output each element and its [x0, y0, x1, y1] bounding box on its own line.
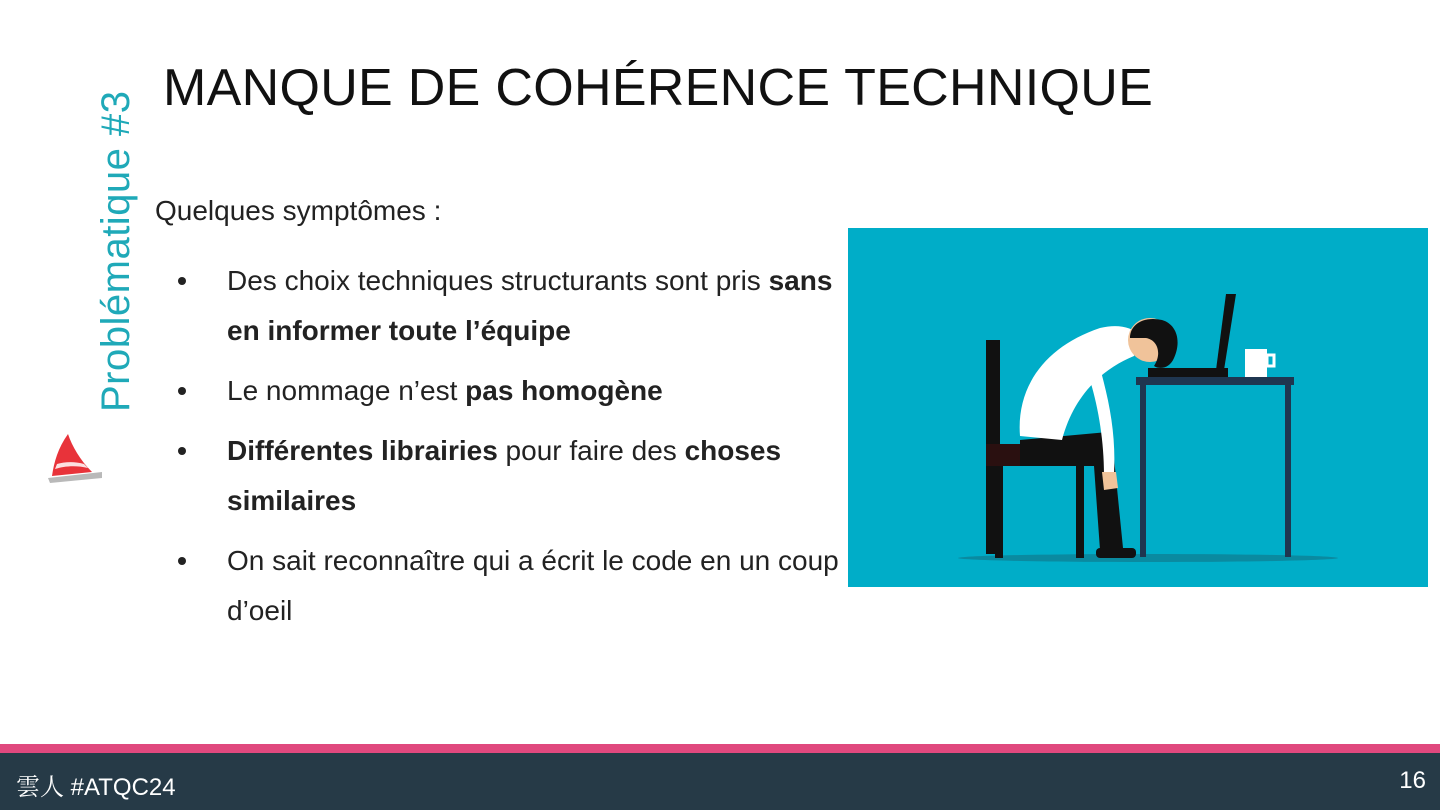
list-item: Le nommage n’est pas homogène: [170, 366, 850, 416]
list-item: Des choix techniques structurants sont pris sans en informer toute l’équipe: [170, 256, 850, 356]
section-label: Problématique #3: [94, 90, 138, 412]
footer-accent-stripe: [0, 744, 1440, 753]
symptom-list: [170, 256, 850, 646]
list-item: On sait reconnaître qui a écrit le code en un coup d’oeil: [170, 536, 850, 636]
tired-worker-illustration: [848, 228, 1428, 587]
slide-title: MANQUE DE COHÉRENCE TECHNIQUE: [163, 59, 1154, 117]
cone-icon: [44, 428, 104, 484]
intro-text: Quelques symptômes :: [155, 195, 442, 226]
footer-bar: [0, 753, 1440, 810]
event-hashtag: 雲人 #ATQC24: [16, 774, 176, 801]
page-number: 16: [1399, 767, 1426, 794]
list-item: Différentes librairies pour faire des choses similaires: [170, 426, 850, 526]
